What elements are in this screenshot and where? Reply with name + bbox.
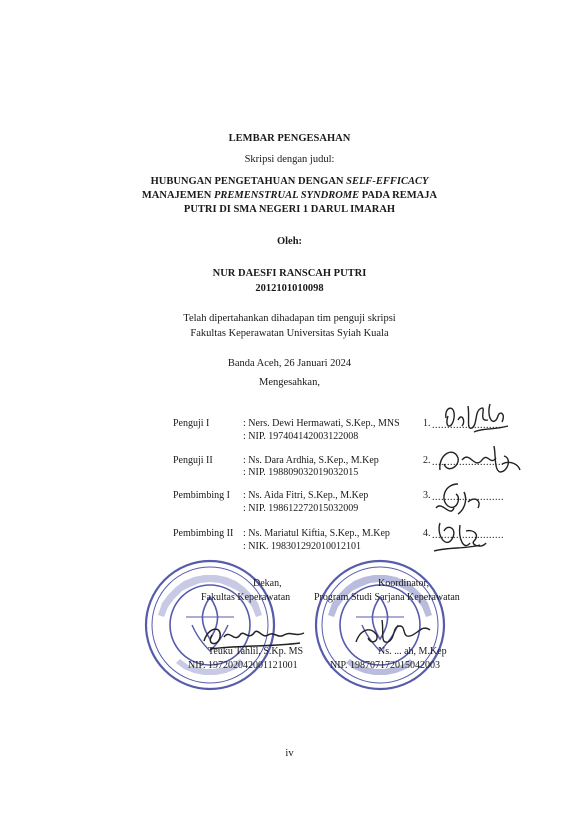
examiner-number: 4.: [423, 528, 431, 539]
examiner-name: : Ns. Dara Ardhia, S.Kep., M.Kep: [243, 455, 379, 466]
place-date: Banda Aceh, 26 Januari 2024: [227, 358, 352, 369]
approved-label: Mengesahkan,: [259, 377, 320, 388]
examiner-number: 1.: [423, 418, 431, 429]
examiner-name: : Ners. Dewi Hermawati, S.Kep., MNS: [243, 418, 400, 429]
examiner-id: : NIP. 198612272015032009: [243, 503, 359, 514]
defense-line-1: Telah dipertahankan dihadapan tim penguji skripsi: [183, 313, 396, 324]
examiner-role: Pembimbing I: [173, 490, 230, 501]
thesis-title-line-1: [0, 175, 579, 188]
signature-line: ........................: [432, 492, 504, 503]
thesis-title-line-1-italic: SELF-EFFICACY: [346, 176, 429, 187]
coordinator-program: Program Studi Sarjana Keperawatan: [314, 592, 460, 603]
thesis-title-line-3: PUTRI DI SMA NEGERI 1 DARUL IMARAH: [183, 204, 396, 215]
coordinator-nip: NIP. 198707172015042003: [330, 660, 441, 671]
defense-line-2: Fakultas Keperawatan Universitas Syiah Kuala: [190, 328, 389, 339]
coordinator-name: Ns. ... ah, M.Kep: [378, 646, 447, 657]
author-npm: 2012101010098: [255, 283, 324, 294]
signature-line: ........................: [432, 530, 504, 541]
thesis-title-line-2-italic: PREMENSTRUAL SYNDROME: [213, 190, 360, 201]
by-label: Oleh:: [276, 236, 303, 247]
examiner-name: : Ns. Aida Fitri, S.Kep., M.Kep: [243, 490, 369, 501]
signature-examiner-4: [430, 515, 490, 557]
author-name: NUR DAESFI RANSCAH PUTRI: [212, 268, 367, 279]
examiner-role: Penguji I: [173, 418, 210, 429]
examiner-role: Penguji II: [173, 455, 213, 466]
examiner-number: 2.: [423, 455, 431, 466]
signature-examiner-2: [434, 440, 526, 480]
examiner-role: Pembimbing II: [173, 528, 234, 539]
dean-faculty: Fakultas Keperawatan: [201, 592, 291, 603]
subtitle: Skripsi dengan judul:: [244, 154, 335, 165]
dean-nip: NIP. 197202042001121001: [188, 660, 298, 671]
signature-line: ........................: [432, 457, 504, 468]
thesis-title-line-1-text: HUBUNGAN PENGETAHUAN DENGAN: [150, 176, 347, 187]
examiner-id: : NIK. 198301292010012101: [243, 541, 362, 552]
page-title: LEMBAR PENGESAHAN: [228, 133, 351, 144]
signature-line: ........................: [432, 420, 504, 431]
page-number: iv: [285, 748, 294, 759]
dean-name: Teuku Tahlil, S.Kp. MS: [208, 646, 304, 657]
examiner-number: 3.: [423, 490, 431, 501]
thesis-title-line-2-text: MANAJEMEN: [141, 190, 214, 201]
signature-examiner-3: [428, 478, 492, 520]
examiner-id: : NIP. 198809032019032015: [243, 467, 359, 478]
dean-title: Dekan,: [253, 578, 282, 589]
thesis-title-line-2-suffix: PADA REMAJA: [359, 190, 438, 201]
examiner-id: : NIP. 197404142003122008: [243, 431, 359, 442]
signature-examiner-1: [438, 398, 518, 442]
coordinator-title: Koordinator,: [378, 578, 429, 589]
examiner-name: : Ns. Mariatul Kiftia, S.Kep., M.Kep: [243, 528, 390, 539]
thesis-title-line-2: [0, 189, 579, 202]
